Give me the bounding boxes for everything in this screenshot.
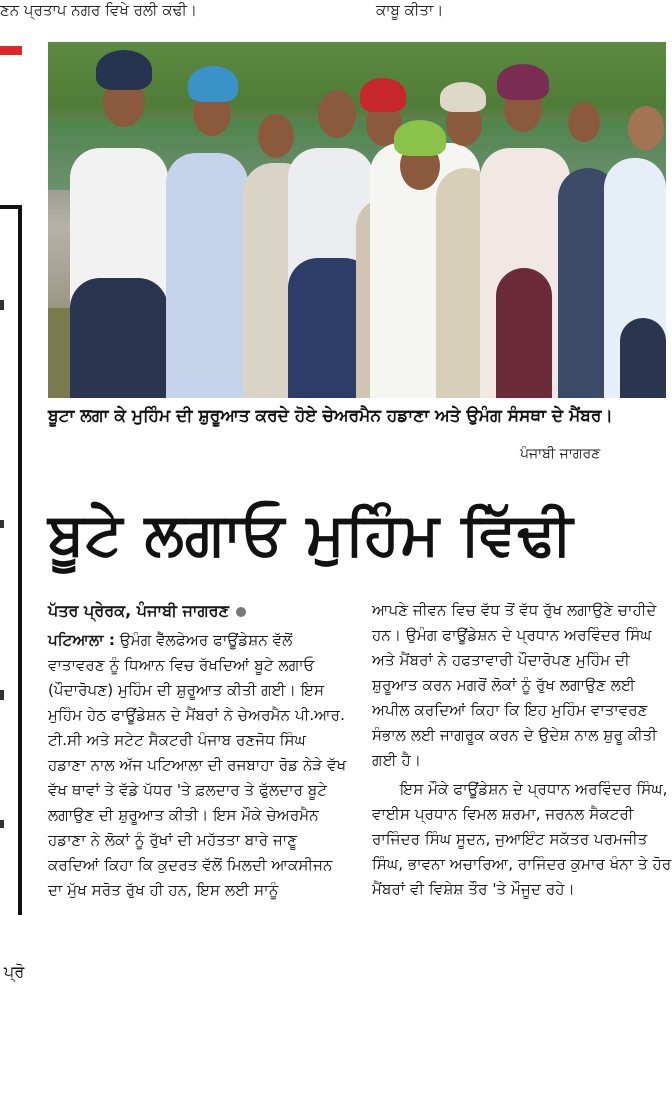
column-rule [18,205,22,915]
turban [440,82,486,112]
accent-bar [0,46,22,55]
article-paragraph: ਆਪਣੇ ਜੀਵਨ ਵਿਚ ਵੱਧ ਤੋਂ ਵੱਧ ਰੁੱਖ ਲਗਾਉਣੇ ਚਾਹੀਦੇ ਹਨ। ਉਮੰਗ ਫਾਊਂਡੇਸ਼ਨ ਦੇ ਪ੍ਰਧਾਨ ਅਰਵਿੰਦਰ ਸਿੰਘ ਅਤੇ ਮੈਂਬਰਾਂ ਨੇ ਹਫਤਾਵਾਰੀ ਪੌਦਾਰੋਪਣ ਮੁਹਿੰਮ ਦੀ ਸ਼ੁਰੂਆਤ ਕਰਨ ਮਗਰੋਂ ਲੋਕਾਂ ਨੂੰ ਰੁੱਖ ਲਗਾਉਣ ਲਈ ਅਪੀਲ ਕਰਦਿਆਂ ਕਿਹਾ ਕਿ ਇਹ ਮੁਹਿੰਮ ਵਾਤਾਵਰਣ ਸੰਭਾਲ ਲਈ ਜਾਗਰੂਕ ਕਰਨ ਦੇ ਉਦੇਸ਼ ਨਾਲ ਸ਼ੁਰੂ ਕੀਤੀ ਗਈ ਹੈ। [372,601,657,769]
margin-mark [0,820,4,828]
margin-mark [0,520,4,528]
margin-mark [0,690,4,700]
photo-credit: ਪੰਜਾਬੀ ਜਾਗਰਣ [520,446,601,462]
person-head [318,90,356,138]
person-figure [496,268,552,398]
news-photo [48,42,666,398]
article-paragraph: ਇਸ ਮੌਕੇ ਫਾਊਂਡੇਸ਼ਨ ਦੇ ਪ੍ਰਧਾਨ ਅਰਵਿੰਦਰ ਸਿੰਘ, ਵਾਈਸ ਪ੍ਰਧਾਨ ਵਿਮਲ ਸ਼ਰਮਾ, ਜਰਨਲ ਸੈਕਟਰੀ ਰਾਜਿੰਦਰ ਸਿੰਘ ਸੂਦਨ, ਜੁਆਇੰਟ ਸਕੱਤਰ ਪਰਮਜੀਤ ਸਿੰਘ, ਭਾਵਨਾ ਅਚਾਰਿਆ, ਰਾਜਿੰਦਰ ਕੁਮਾਰ ਖੰਨਾ ਤੇ ਹੋਰ ਮੈਂਬਰਾਂ ਵੀ ਵਿਸ਼ੇਸ਼ ਤੌਰ 'ਤੇ ਮੌਜੂਦ ਰਹੇ। [372,780,672,898]
byline-bullet-icon [236,607,246,617]
article-paragraph: ਉਮੰਗ ਵੈੱਲਫੇਅਰ ਫਾਊਂਡੇਸ਼ਨ ਵੱਲੋਂ ਵਾਤਾਵਰਣ ਨੂੰ ਧਿਆਨ ਵਿਚ ਰੱਖਦਿਆਂ ਬੂਟੇ ਲਗਾਓ (ਪੌਦਾਰੋਪਣ) ਮੁਹਿੰਮ ਦੀ ਸ਼ੁਰੂਆਤ ਕੀਤੀ ਗਈ। ਇਸ ਮੁਹਿੰਮ ਹੇਠ ਫਾਊਂਡੇਸ਼ਨ ਦੇ ਮੈਂਬਰਾਂ ਨੇ ਚੇਅਰਮੈਨ ਪੀ.ਆਰ. ਟੀ.ਸੀ ਅਤੇ ਸਟੇਟ ਸੈਕਟਰੀ ਪੰਜਾਬ ਰਣਜੋਧ ਸਿੰਘ ਹਡਾਣਾ ਨਾਲ ਅੱਜ ਪਟਿਆਲਾ ਦੀ ਰਜਬਾਹਾ ਰੋਡ ਨੇੜੇ ਵੱਖ ਵੱਖ ਥਾਵਾਂ ਤੇ ਵੱਡੇ ਪੱਧਰ 'ਤੇ ਫ਼ਲਦਾਰ ਤੇ ਫੁੱਲਦਾਰ ਬੂਟੇ ਲਗਾਉਣ ਦੀ ਸ਼ੁਰੂਆਤ ਕੀਤੀ। ਇਸ ਮੌਕੇ ਚੇਅਰਮੈਨ ਹਡਾਣਾ ਨੇ ਲੋਕਾਂ ਨੂੰ ਰੁੱਖਾਂ ਦੀ ਮਹੱਤਤਾ ਬਾਰੇ ਜਾਣੂ ਕਰਦਿਆਂ ਕਿਹਾ ਕਿ ਕੁਦਰਤ ਵੱਲੋਂ ਮਿਲਦੀ ਆਕਸੀਜਨ ਦਾ ਮੁੱਖ ਸਰੋਤ ਰੁੱਖ ਹੀ ਹਨ, ਇਸ ਲਈ ਸਾਨੂੰ [48,631,347,899]
person-head [258,114,294,158]
article-column-left [48,598,348,907]
turban [360,78,406,112]
turban [497,64,549,100]
person-figure [166,153,248,398]
previous-article-snippet-right: ਕਾਬੂ ਕੀਤਾ। [376,1,444,19]
turban [394,120,446,156]
article-headline: ਬੂਟੇ ਲਗਾਓ ਮੁਹਿੰਮ ਵਿੱਢੀ [48,500,574,568]
article-column-right [372,598,672,906]
photo-caption: ਬੂਟਾ ਲਗਾ ਕੇ ਮੁਹਿੰਮ ਦੀ ਸ਼ੁਰੂਆਤ ਕਰਦੇ ਹੋਏ ਚੇਅਰਮੈਨ ਹਡਾਣਾ ਅਤੇ ਉਮੰਗ ਸੰਸਥਾ ਦੇ ਮੈਂਬਰ। [48,406,613,426]
person-figure [620,318,666,398]
turban [188,66,238,102]
article-dateline: ਪਟਿਆਲਾ : [48,631,115,649]
person-figure [70,278,168,398]
article-byline: ਪੱਤਰ ਪ੍ਰੇਰਕ, ਪੰਜਾਬੀ ਜਾਗਰਣ [48,601,229,620]
person-head [568,102,600,142]
person-head [628,106,664,150]
adjacent-article-fragment: ਪ੍ਰੋ [4,962,25,981]
previous-article-snippet-left: ਣਨ ਪ੍ਰਤਾਪ ਨਗਰ ਵਿਖੇ ਰਲੀ ਕਢੀ। [0,1,197,19]
turban [96,50,152,90]
margin-mark [0,300,4,310]
